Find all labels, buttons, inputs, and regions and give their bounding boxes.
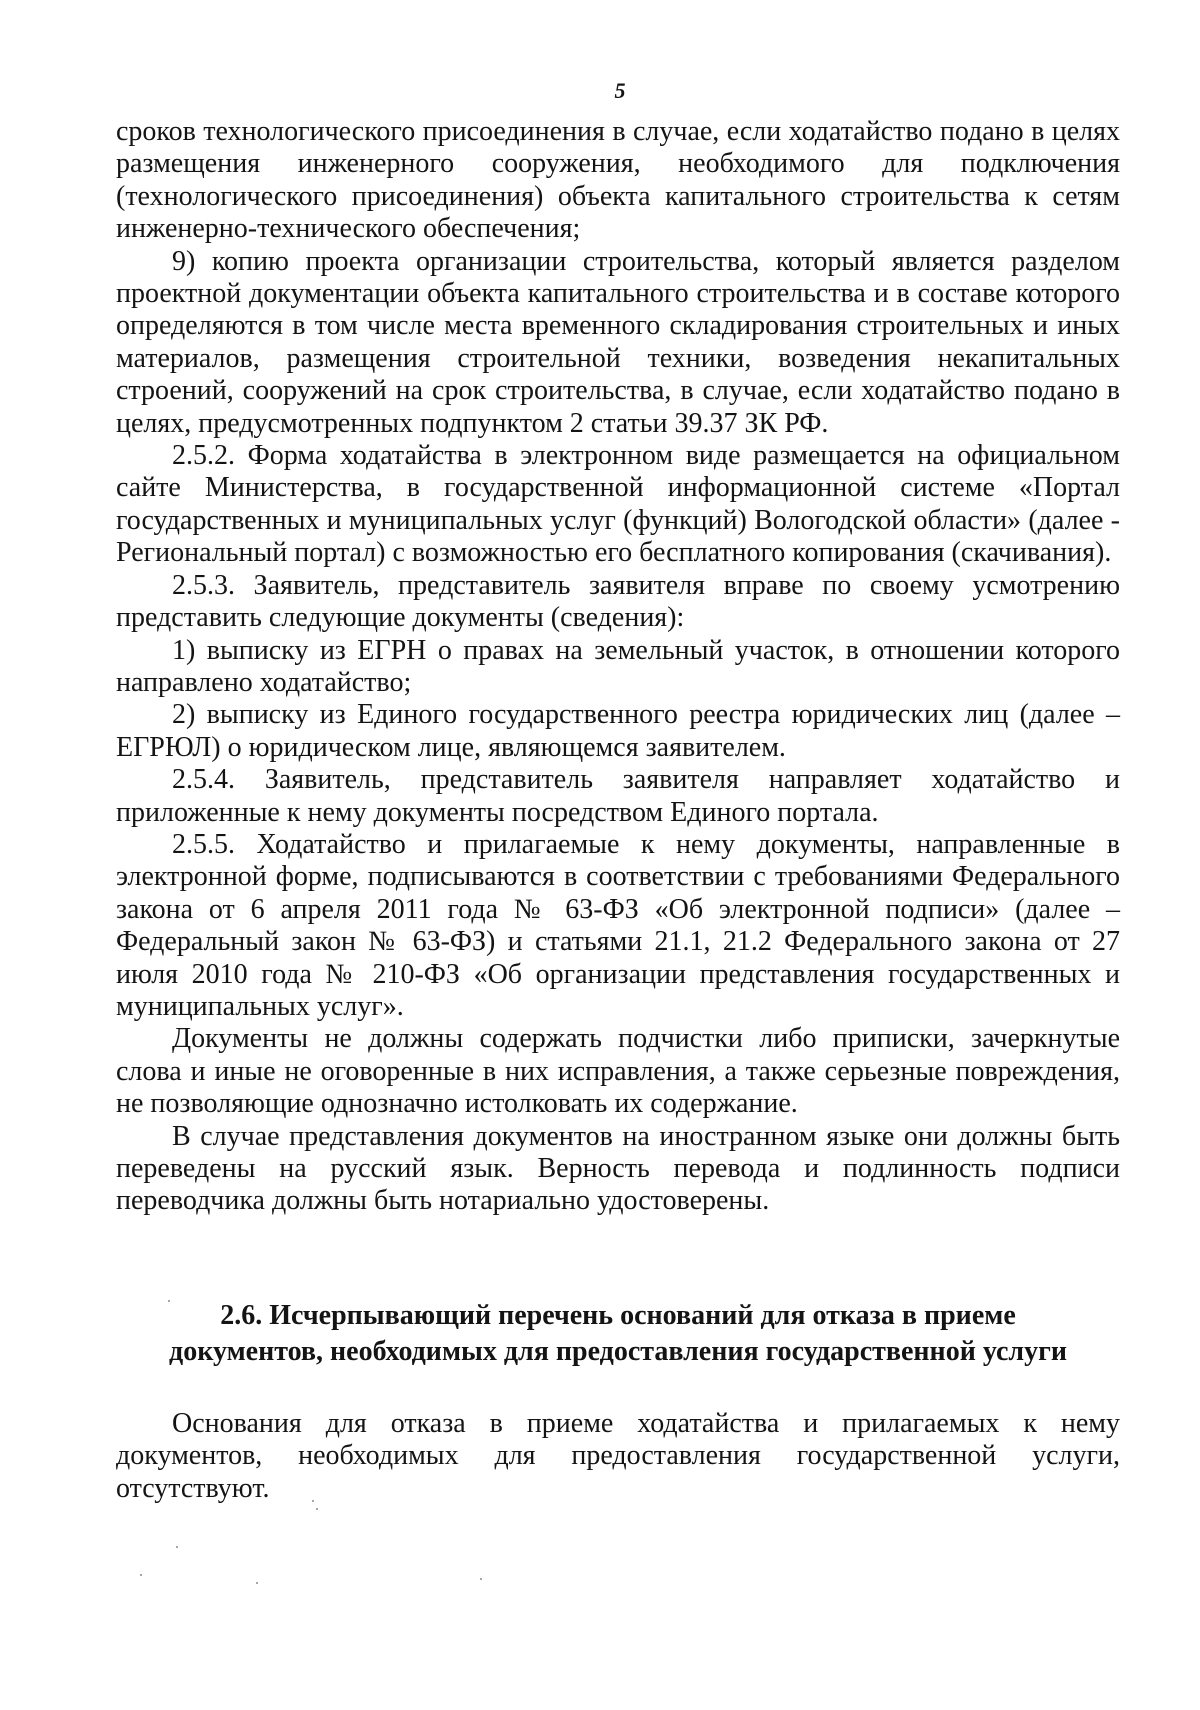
section-heading-line-1: 2.6. Исчерпывающий перечень оснований для отказа в приеме xyxy=(220,1300,1016,1331)
scan-speck xyxy=(312,1500,314,1502)
scan-speck xyxy=(480,1578,482,1580)
page-number: 5 xyxy=(614,78,626,103)
paragraph-2-5-5: 2.5.5. Ходатайство и прилагаемые к нему документы, направленные в электронной форме, подписываются в соответствии с требованиями Федерального закона от 6 апреля 2011 года № 63-ФЗ «Об электронной подписи» (далее – Федеральный закон № 63-ФЗ) и статьями 21.1, 21.2 Федерального закона от 27 июля 2010 года № 210-ФЗ «Об организации представления государственных и муниципальных услуг». xyxy=(116,828,1120,1022)
paragraph-item-9: 9) копию проекта организации строительства, который является разделом проектной документации объекта капитального строительства и в составе которого определяются в том числе места временного складирования строительных и иных материалов, размещения строительной техники, возведения некапитальных строений, сооружений на срок строительства, в случае, если ходатайство подано в целях, предусмотренных подпунктом 2 статьи 39.37 ЗК РФ. xyxy=(116,245,1120,439)
scan-speck xyxy=(140,1574,142,1576)
paragraph-2-5-2: 2.5.2. Форма ходатайства в электронном виде размещается на официальном сайте Министерства, в государственной информационной системе «Портал государственных и муниципальных услуг (функций) Вологодской области» (далее - Региональный портал) с возможностью его бесплатного копирования (скачивания). xyxy=(116,440,1120,569)
paragraph-item-1: 1) выписку из ЕГРН о правах на земельный участок, в отношении которого направлено ходатайство; xyxy=(116,634,1120,698)
paragraph-2-5-3: 2.5.3. Заявитель, представитель заявителя вправе по своему усмотрению представить следующие документы (сведения): xyxy=(116,569,1120,634)
paragraph-2-5-4: 2.5.4. Заявитель, представитель заявителя направляет ходатайство и приложенные к нему документы посредством Единого портала. xyxy=(116,764,1120,828)
section-heading-line-2: документов, необходимых для предоставления государственной услуги xyxy=(169,1336,1067,1367)
section-2-6-body xyxy=(116,1408,1120,1505)
section-heading-2-6 xyxy=(116,1298,1120,1370)
paragraph-no-grounds: Основания для отказа в приеме ходатайства и прилагаемых к нему документов, необходимых для предоставления государственной услуги, отсутствуют. xyxy=(116,1408,1120,1504)
paragraph-foreign-language: В случае представления документов на иностранном языке они должны быть переведены на русский язык. Верность перевода и подлинность подписи переводчика должны быть нотариально удостоверены. xyxy=(116,1120,1120,1217)
document-body xyxy=(116,116,1120,1218)
paragraph-item-2: 2) выписку из Единого государственного реестра юридических лиц (далее – ЕГРЮЛ) о юридическом лице, являющемся заявителем. xyxy=(116,699,1120,763)
paragraph-continuation: сроков технологического присоединения в случае, если ходатайство подано в целях размещения инженерного сооружения, необходимого для подключения (технологического присоединения) объекта капитального строительства к сетям инженерно-технического обеспечения; xyxy=(116,116,1120,245)
scan-speck xyxy=(256,1582,258,1584)
paragraph-documents-requirements: Документы не должны содержать подчистки либо приписки, зачеркнутые слова и иные не оговоренные в них исправления, а также серьезные повреждения, не позволяющие однозначно истолковать их содержание. xyxy=(116,1023,1120,1120)
scan-speck xyxy=(316,1508,318,1510)
scan-speck xyxy=(176,1546,178,1548)
scan-speck xyxy=(168,1300,170,1302)
